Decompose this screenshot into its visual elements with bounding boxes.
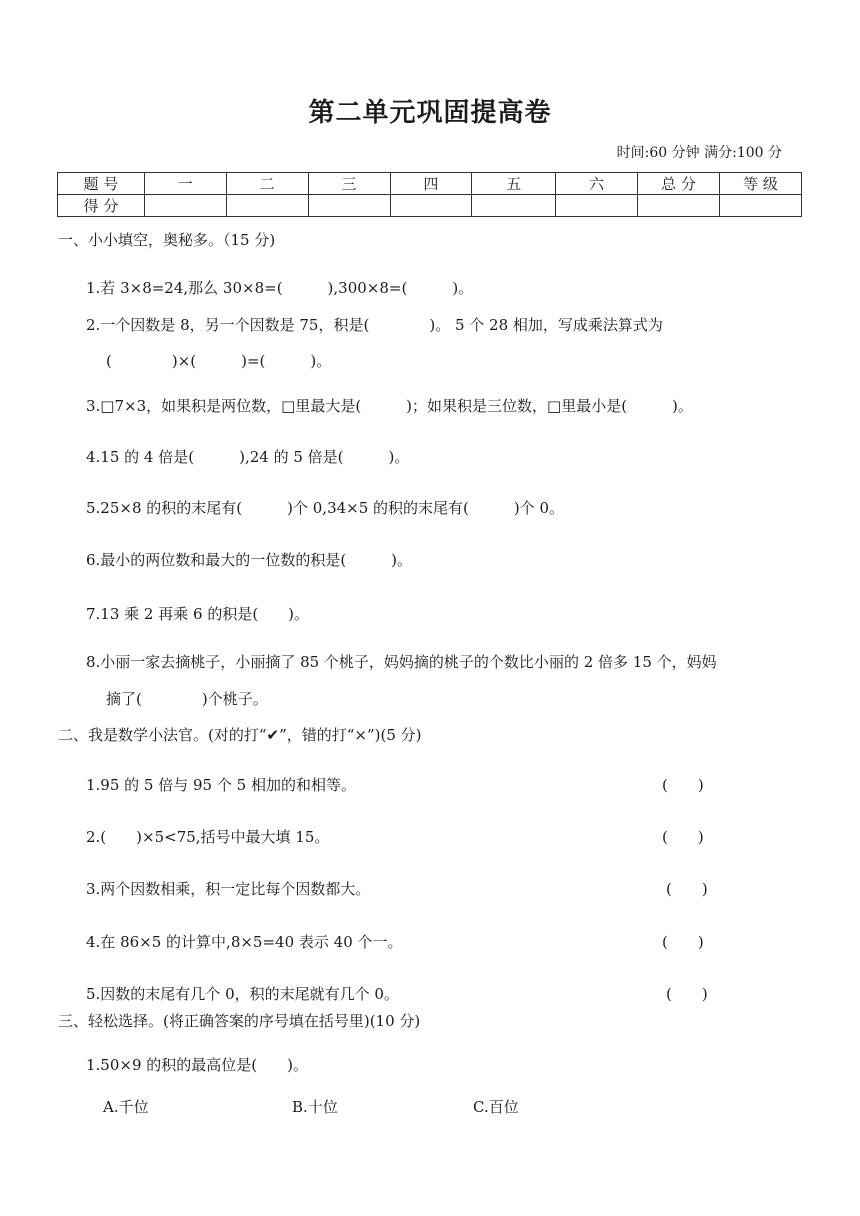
question-1-5: 5.25×8 的积的末尾有( )个 0,34×5 的积的末尾有( )个 0。 xyxy=(86,499,565,517)
section-2-heading: 二、我是数学小法官。(对的打“✔”，错的打“×”)(5 分) xyxy=(58,726,422,744)
table-cell: 一 xyxy=(144,173,226,195)
table-cell: 二 xyxy=(226,173,308,195)
score-input-cell[interactable] xyxy=(308,195,390,217)
question-1-2: 2.一个因数是 8，另一个因数是 75，积是( )。 5 个 28 相加，写成乘法算式为 xyxy=(86,316,663,334)
judgement-item-5: 5.因数的末尾有几个 0，积的末尾就有几个 0。 xyxy=(86,985,399,1003)
score-input-cell[interactable] xyxy=(720,195,802,217)
score-input-cell[interactable] xyxy=(390,195,472,217)
score-table-score-row xyxy=(58,195,802,217)
section-3-heading: 三、轻松选择。(将正确答案的序号填在括号里)(10 分) xyxy=(58,1012,421,1030)
answer-paren[interactable]: ( ) xyxy=(662,828,704,846)
answer-paren[interactable]: ( ) xyxy=(666,985,708,1003)
answer-paren[interactable]: ( ) xyxy=(666,880,708,898)
table-cell: 总 分 xyxy=(638,173,720,195)
question-1-8-continued: 摘了( )个桃子。 xyxy=(106,690,268,708)
choice-question-1: 1.50×9 的积的最高位是( )。 xyxy=(86,1056,308,1074)
score-input-cell[interactable] xyxy=(556,195,638,217)
question-1-8: 8.小丽一家去摘桃子，小丽摘了 85 个桃子，妈妈摘的桃子的个数比小丽的 2 倍多 15 个，妈妈 xyxy=(86,653,717,671)
page-title: 第二单元巩固提高卷 xyxy=(308,98,552,128)
question-1-6: 6.最小的两位数和最大的一位数的积是( )。 xyxy=(86,551,413,569)
table-cell: 题 号 xyxy=(58,173,145,195)
score-input-cell[interactable] xyxy=(144,195,226,217)
question-1-1: 1.若 3×8=24,那么 30×8=( ),300×8=( )。 xyxy=(86,279,474,297)
score-table-header-row xyxy=(58,173,802,195)
score-input-cell[interactable] xyxy=(638,195,720,217)
answer-paren[interactable]: ( ) xyxy=(662,933,704,951)
table-cell: 六 xyxy=(556,173,638,195)
table-cell: 等 级 xyxy=(720,173,802,195)
table-cell: 得 分 xyxy=(58,195,145,217)
table-cell: 三 xyxy=(308,173,390,195)
judgement-item-2: 2.( )×5<75,括号中最大填 15。 xyxy=(86,828,330,846)
question-1-4: 4.15 的 4 倍是( ),24 的 5 倍是( )。 xyxy=(86,448,410,466)
question-1-2-continued: ( )×( )=( )。 xyxy=(106,352,332,370)
option-b: B.十位 xyxy=(292,1098,338,1116)
option-a: A.千位 xyxy=(103,1098,149,1116)
judgement-item-4: 4.在 86×5 的计算中,8×5=40 表示 40 个一。 xyxy=(86,933,403,951)
answer-paren[interactable]: ( ) xyxy=(662,776,704,794)
score-input-cell[interactable] xyxy=(226,195,308,217)
judgement-item-1: 1.95 的 5 倍与 95 个 5 相加的和相等。 xyxy=(86,776,356,794)
time-info: 时间:60 分钟 满分:100 分 xyxy=(616,145,782,161)
score-input-cell[interactable] xyxy=(472,195,556,217)
option-c: C.百位 xyxy=(473,1098,519,1116)
section-1-heading: 一、小小填空，奥秘多。（15 分) xyxy=(58,231,276,249)
score-table xyxy=(57,172,802,217)
table-cell: 五 xyxy=(472,173,556,195)
table-cell: 四 xyxy=(390,173,472,195)
question-1-7: 7.13 乘 2 再乘 6 的积是( )。 xyxy=(86,605,310,623)
question-1-3: 3.□7×3，如果积是两位数，□里最大是( )；如果积是三位数，□里最小是( )。 xyxy=(86,397,693,415)
judgement-item-3: 3.两个因数相乘，积一定比每个因数都大。 xyxy=(86,880,371,898)
